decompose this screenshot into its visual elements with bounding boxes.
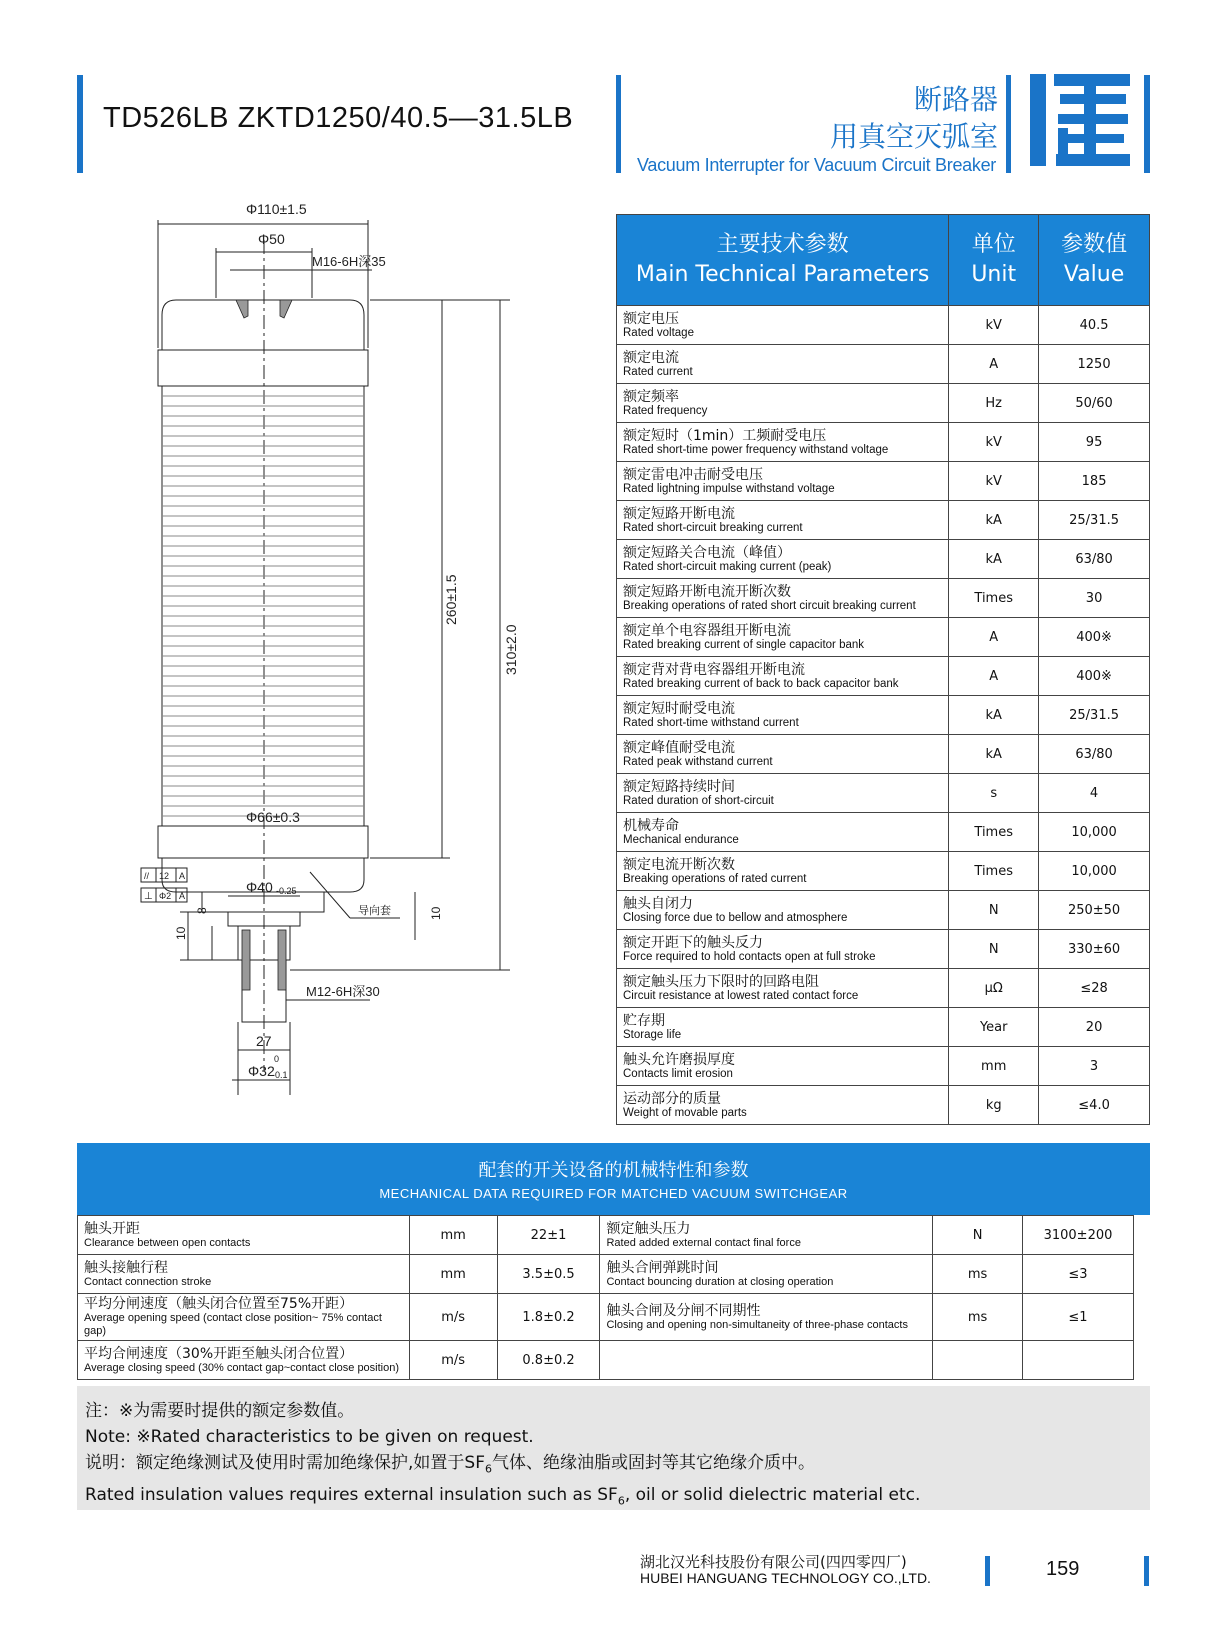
mech-param-right: [600, 1341, 933, 1380]
title-cn-1: 断路器: [913, 83, 998, 116]
parameter-unit: Times: [949, 813, 1039, 852]
parameter-value: ≤28: [1039, 969, 1150, 1008]
dim-top-thread: M16-6H深35: [312, 254, 386, 269]
parameter-name: 额定电流 Rated current: [617, 345, 949, 384]
mech-value-left: 0.8±0.2: [497, 1341, 600, 1380]
dim-length-310: 310±2.0: [503, 624, 519, 675]
insulation-note-en: Rated insulation values requires external insulation such as $SF_6$, oil or solid dielectric material etc.: [85, 1485, 921, 1508]
mech-row: [78, 1294, 1150, 1341]
parameter-name: 额定短路开断电流 Rated short-circuit breaking current: [617, 501, 949, 540]
parameter-name: 额定峰值耐受电流 Rated peak withstand current: [617, 735, 949, 774]
dim-8: 8: [195, 907, 209, 914]
parameter-unit: Times: [949, 852, 1039, 891]
tol-parallel-symbol: //: [144, 871, 150, 881]
parameter-unit: kA: [949, 540, 1039, 579]
company-logo-icon: [1028, 68, 1132, 172]
parameter-unit: kA: [949, 696, 1039, 735]
parameter-name: 额定短时耐受电流 Rated short-time withstand current: [617, 696, 949, 735]
parameter-unit: N: [949, 930, 1039, 969]
parameter-value: 400※: [1039, 657, 1150, 696]
parameter-row: [617, 813, 1150, 852]
mech-unit-right: N: [933, 1216, 1023, 1255]
parameter-unit: kV: [949, 462, 1039, 501]
mech-param-left: 平均合闸速度（30%开距至触头闭合位置） Average closing speed (30% contact gap~contact close position): [78, 1341, 410, 1380]
mech-unit-left: m/s: [409, 1294, 497, 1341]
parameter-row: [617, 735, 1150, 774]
parameter-name: 额定短路持续时间 Rated duration of short-circuit: [617, 774, 949, 813]
dim-10-right: 10: [429, 906, 443, 920]
page-number: 159: [1046, 1558, 1080, 1580]
tol-perp-symbol: ⊥: [144, 891, 153, 902]
mech-unit-left: m/s: [409, 1341, 497, 1380]
parameter-value: 3: [1039, 1047, 1150, 1086]
mech-table-header: [77, 1143, 1150, 1215]
parameter-value: 250±50: [1039, 891, 1150, 930]
header-unit: 单位 Unit: [949, 215, 1039, 306]
dim-10-left: 10: [174, 926, 188, 940]
mech-value-right: 3100±200: [1023, 1216, 1134, 1255]
parameter-row: [617, 1008, 1150, 1047]
dim-length-260: 260±1.5: [443, 574, 459, 625]
parameter-unit: N: [949, 891, 1039, 930]
parameter-value: 10,000: [1039, 852, 1150, 891]
model-number: TD526LB ZKTD1250/40.5—31.5LB: [103, 102, 574, 134]
dim-diameter-40-tol: -0.25: [276, 886, 297, 896]
dim-diameter-32: Φ32: [248, 1063, 275, 1079]
parameter-name: 额定背对背电容器组开断电流 Rated breaking current of back to back capacitor bank: [617, 657, 949, 696]
mech-value-left: 22±1: [497, 1216, 600, 1255]
tol-datum-2: A: [179, 891, 186, 901]
parameter-row: [617, 579, 1150, 618]
parameter-row: [617, 384, 1150, 423]
parameter-name: 运动部分的质量 Weight of movable parts: [617, 1086, 949, 1125]
mech-value-left: 3.5±0.5: [497, 1255, 600, 1294]
mech-unit-right: [933, 1341, 1023, 1380]
parameter-name: 额定雷电冲击耐受电压 Rated lightning impulse withstand voltage: [617, 462, 949, 501]
parameter-value: 10,000: [1039, 813, 1150, 852]
parameter-name: 贮存期 Storage life: [617, 1008, 949, 1047]
mech-param-left: 触头开距 Clearance between open contacts: [78, 1216, 410, 1255]
mech-value-left: 1.8±0.2: [497, 1294, 600, 1341]
parameter-row: [617, 930, 1150, 969]
parameter-row: [617, 618, 1150, 657]
dim-27: 27: [256, 1033, 272, 1049]
header-bar-mid: [616, 75, 621, 173]
parameter-row: [617, 969, 1150, 1008]
mech-title-en: MECHANICAL DATA REQUIRED FOR MATCHED VACUUM SWITCHGEAR: [379, 1186, 848, 1201]
parameter-row: [617, 1086, 1150, 1125]
parameter-value: 1250: [1039, 345, 1150, 384]
parameter-name: 额定触头压力下限时的回路电阻 Circuit resistance at lowest rated contact force: [617, 969, 949, 1008]
mech-unit-right: ms: [933, 1294, 1023, 1341]
parameter-name: 额定短路关合电流（峰值） Rated short-circuit making current (peak): [617, 540, 949, 579]
parameter-value: 400※: [1039, 618, 1150, 657]
parameter-name: 触头自闭力 Closing force due to bellow and atmosphere: [617, 891, 949, 930]
parameter-name: 额定电压 Rated voltage: [617, 306, 949, 345]
header-value: 参数值 Value: [1039, 215, 1150, 306]
parameter-unit: kV: [949, 423, 1039, 462]
parameter-row: [617, 345, 1150, 384]
parameter-unit: A: [949, 618, 1039, 657]
mech-row: [78, 1255, 1150, 1294]
parameter-row: [617, 306, 1150, 345]
footer-bar-left: [985, 1556, 990, 1586]
mech-row: [78, 1216, 1150, 1255]
parameter-unit: kV: [949, 306, 1039, 345]
header-parameters: 主要技术参数 Main Technical Parameters: [617, 215, 949, 306]
note-cn: 注：※为需要时提供的额定参数值。: [85, 1401, 355, 1421]
mech-row: [78, 1341, 1150, 1380]
parameter-value: 20: [1039, 1008, 1150, 1047]
mech-param-right: 触头合闸及分闸不同期性 Closing and opening non-simultaneity of three-phase contacts: [600, 1294, 933, 1341]
title-cn-2: 用真空灭弧室: [829, 120, 998, 153]
dim-outer-diameter: Φ110±1.5: [246, 201, 307, 217]
mech-param-right: 触头合闸弹跳时间 Contact bouncing duration at closing operation: [600, 1255, 933, 1294]
parameter-unit: s: [949, 774, 1039, 813]
mech-value-right: ≤3: [1023, 1255, 1134, 1294]
parameter-name: 额定频率 Rated frequency: [617, 384, 949, 423]
header-bar-logo-left: [1006, 75, 1011, 173]
parameter-unit: Times: [949, 579, 1039, 618]
header-bar-left: [77, 75, 83, 173]
parameter-unit: μΩ: [949, 969, 1039, 1008]
guide-sleeve-label: 导向套: [358, 905, 391, 917]
notes-box: [77, 1386, 1150, 1510]
parameter-name: 机械寿命 Mechanical endurance: [617, 813, 949, 852]
footer-company-en: HUBEI HANGUANG TECHNOLOGY CO.,LTD.: [640, 1570, 931, 1586]
parameter-row: [617, 462, 1150, 501]
parameter-name: 额定单个电容器组开断电流 Rated breaking current of single capacitor bank: [617, 618, 949, 657]
dim-diameter-32-tol-up: 0: [274, 1054, 280, 1064]
parameter-value: 30: [1039, 579, 1150, 618]
insulation-note-cn: 说明：额定绝缘测试及使用时需加绝缘保护,如置于$SF_6$气体、绝缘油脂或固封等其它绝缘介质中。: [85, 1453, 815, 1476]
parameter-row: [617, 891, 1150, 930]
mech-unit-left: mm: [409, 1255, 497, 1294]
mech-title-cn: 配套的开关设备的机械特性和参数: [478, 1160, 749, 1181]
parameter-value: 25/31.5: [1039, 501, 1150, 540]
parameter-row: [617, 501, 1150, 540]
parameter-value: 40.5: [1039, 306, 1150, 345]
parameter-unit: kA: [949, 735, 1039, 774]
parameter-name: 额定开距下的触头反力 Force required to hold contacts open at full stroke: [617, 930, 949, 969]
title-en: Vacuum Interrupter for Vacuum Circuit Breaker: [637, 155, 996, 175]
parameter-row: [617, 540, 1150, 579]
tol-perp-value: Φ2: [159, 891, 172, 901]
parameter-unit: kA: [949, 501, 1039, 540]
dim-bottom-thread: M12-6H深30: [306, 984, 380, 999]
main-parameters-table: [616, 214, 1150, 1125]
parameter-value: 50/60: [1039, 384, 1150, 423]
parameter-row: [617, 423, 1150, 462]
header-bar-right: [1144, 75, 1150, 173]
parameter-value: 185: [1039, 462, 1150, 501]
mech-param-left: 平均分闸速度（触头闭合位置至75%开距） Average opening speed (contact close position~ 75% contact gap): [78, 1294, 410, 1341]
parameter-row: [617, 1047, 1150, 1086]
dim-diameter-66: Φ66±0.3: [246, 809, 300, 825]
parameter-row: [617, 774, 1150, 813]
mech-param-left: 触头接触行程 Contact connection stroke: [78, 1255, 410, 1294]
parameter-value: 330±60: [1039, 930, 1150, 969]
parameter-value: ≤4.0: [1039, 1086, 1150, 1125]
mech-parameters-table: [77, 1215, 1150, 1380]
parameter-row: [617, 696, 1150, 735]
parameter-value: 4: [1039, 774, 1150, 813]
parameter-unit: Hz: [949, 384, 1039, 423]
mech-value-right: [1023, 1341, 1134, 1380]
parameter-value: 95: [1039, 423, 1150, 462]
dim-top-diameter: Φ50: [258, 231, 285, 247]
parameter-row: [617, 657, 1150, 696]
parameter-name: 额定电流开断次数 Breaking operations of rated current: [617, 852, 949, 891]
tol-parallel-value: 12: [159, 871, 170, 881]
parameter-name: 额定短时（1min）工频耐受电压 Rated short-time power frequency withstand voltage: [617, 423, 949, 462]
parameter-value: 63/80: [1039, 540, 1150, 579]
mech-unit-left: mm: [409, 1216, 497, 1255]
parameter-unit: A: [949, 657, 1039, 696]
footer-company-cn: 湖北汉光科技股份有限公司(四四零四厂): [640, 1553, 907, 1571]
note-en: Note: ※Rated characteristics to be given on request.: [85, 1427, 534, 1447]
footer-bar-right: [1144, 1556, 1149, 1586]
tol-datum-1: A: [179, 871, 186, 881]
parameter-value: 63/80: [1039, 735, 1150, 774]
parameter-unit: kg: [949, 1086, 1039, 1125]
mech-value-right: ≤1: [1023, 1294, 1134, 1341]
parameter-row: [617, 852, 1150, 891]
parameter-unit: A: [949, 345, 1039, 384]
mech-param-right: 额定触头压力 Rated added external contact final force: [600, 1216, 933, 1255]
parameter-unit: Year: [949, 1008, 1039, 1047]
parameter-name: 额定短路开断电流开断次数 Breaking operations of rated short circuit breaking current: [617, 579, 949, 618]
mech-unit-right: ms: [933, 1255, 1023, 1294]
dim-diameter-40: Φ40: [246, 879, 273, 895]
parameter-name: 触头允许磨损厚度 Contacts limit erosion: [617, 1047, 949, 1086]
technical-drawing: [140, 200, 580, 1150]
parameter-value: 25/31.5: [1039, 696, 1150, 735]
parameter-unit: mm: [949, 1047, 1039, 1086]
dim-diameter-32-tol-dn: -0.1: [272, 1070, 288, 1080]
